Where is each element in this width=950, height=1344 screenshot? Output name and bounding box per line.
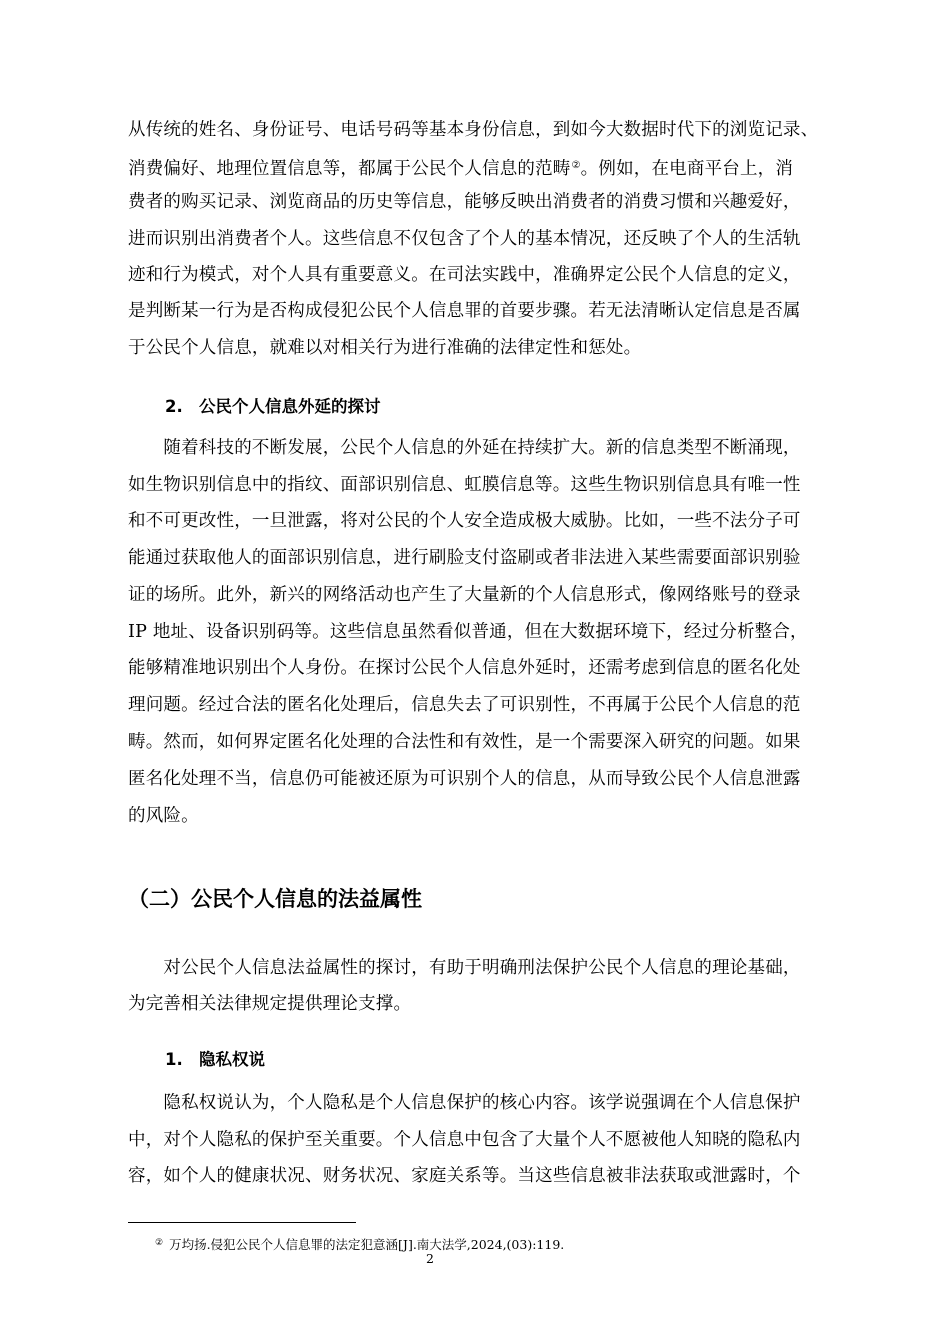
footnote-reference[interactable]: ②: [571, 160, 581, 171]
subsection-number: 2.: [165, 397, 183, 416]
text-line: 的风险。: [128, 806, 199, 826]
text-line: 和不可更改性，一旦泄露，将对公民的个人安全造成极大威胁。比如，一些不法分子可: [128, 511, 801, 531]
text-line: 迹和行为模式，对个人具有重要意义。在司法实践中，准确界定公民个人信息的定义，: [128, 265, 801, 285]
text-line: 对公民个人信息法益属性的探讨，有助于明确刑法保护公民个人信息的理论基础，: [128, 958, 801, 978]
footnote-mark: ②: [155, 1238, 164, 1248]
text-line: 能够精准地识别出个人身份。在探讨公民个人信息外延时，还需考虑到信息的匿名化处: [128, 658, 801, 678]
subsection-heading: [165, 1048, 265, 1072]
section-heading: （二）公民个人信息的法益属性: [128, 887, 422, 911]
subsection-number: 1.: [165, 1050, 183, 1069]
subsection-title: 隐私权说: [199, 1050, 265, 1069]
text-line: 隐私权说认为，个人隐私是个人信息保护的核心内容。该学说强调在个人信息保护: [128, 1093, 801, 1113]
page-number: 2: [426, 1251, 434, 1266]
text-line: 为完善相关法律规定提供理论支撑。: [128, 994, 412, 1014]
text-segment: 。例如，在电商平台上，消: [580, 159, 794, 179]
footnote-text: 万均扬.侵犯公民个人信息罪的法定犯意涵[J].南大法学,2024,(03):119.: [169, 1237, 565, 1252]
subsection-title: 公民个人信息外延的探讨: [199, 397, 381, 416]
text-line: 费者的购买记录、浏览商品的历史等信息，能够反映出消费者的消费习惯和兴趣爱好，: [128, 192, 801, 212]
subsection-heading: [165, 395, 381, 419]
text-line: 是判断某一行为是否构成侵犯公民个人信息罪的首要步骤。若无法清晰认定信息是否属: [128, 301, 801, 321]
text-line: IP 地址、设备识别码等。这些信息虽然看似普通，但在大数据环境下，经过分析整合，: [128, 622, 808, 642]
text-line: 理问题。经过合法的匿名化处理后，信息失去了可识别性，不再属于公民个人信息的范: [128, 695, 801, 715]
footnote-separator: [128, 1222, 356, 1223]
text-line: 从传统的姓名、身份证号、电话号码等基本身份信息，到如今大数据时代下的浏览记录、: [128, 120, 819, 140]
text-line: [128, 154, 793, 181]
text-line: 容，如个人的健康状况、财务状况、家庭关系等。当这些信息被非法获取或泄露时，个: [128, 1166, 801, 1186]
text-line: 如生物识别信息中的指纹、面部识别信息、虹膜信息等。这些生物识别信息具有唯一性: [128, 475, 801, 495]
text-line: 匿名化处理不当，信息仍可能被还原为可识别个人的信息，从而导致公民个人信息泄露: [128, 769, 801, 789]
text-line: 于公民个人信息，就难以对相关行为进行准确的法律定性和惩处。: [128, 338, 642, 358]
text-line: 能通过获取他人的面部识别信息，进行刷脸支付盗刷或者非法进入某些需要面部识别验: [128, 548, 801, 568]
text-segment: 消费偏好、地理位置信息等，都属于公民个人信息的范畴: [128, 159, 571, 179]
text-line: 随着科技的不断发展，公民个人信息的外延在持续扩大。新的信息类型不断涌现，: [128, 438, 801, 458]
text-line: 畴。然而，如何界定匿名化处理的合法性和有效性，是一个需要深入研究的问题。如果: [128, 732, 801, 752]
text-line: 证的场所。此外，新兴的网络活动也产生了大量新的个人信息形式，像网络账号的登录: [128, 585, 801, 605]
text-line: 中，对个人隐私的保护至关重要。个人信息中包含了大量个人不愿被他人知晓的隐私内: [128, 1130, 801, 1150]
text-line: 进而识别出消费者个人。这些信息不仅包含了个人的基本情况，还反映了个人的生活轨: [128, 229, 801, 249]
